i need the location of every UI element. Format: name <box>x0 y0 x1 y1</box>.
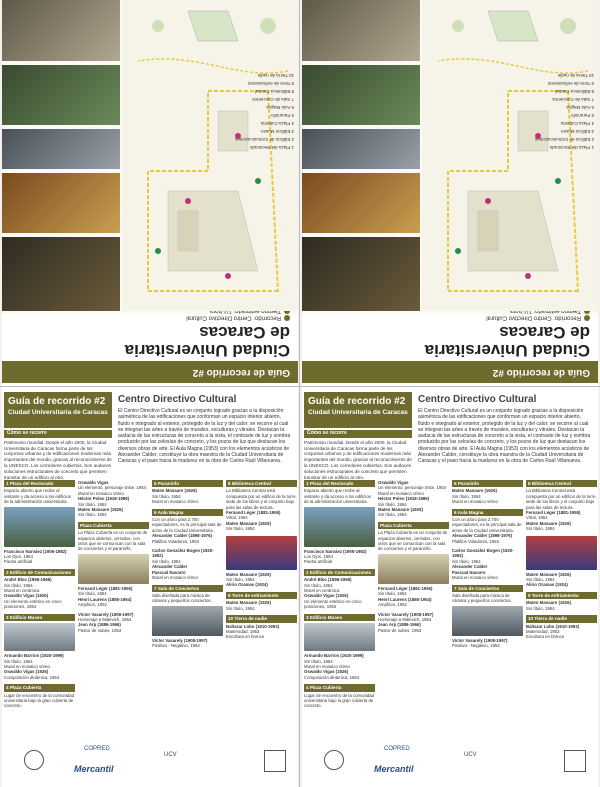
artist-name: Héctor Poleo (1918-1989) <box>378 496 430 502</box>
campus-map-svg <box>422 0 598 311</box>
map-stop: 1 Plaza del Rectorado <box>549 145 594 150</box>
guide-subtitle: Ciudad Universitaria de Caracas <box>308 409 408 416</box>
photo-plaza-cubierta-small <box>378 554 449 584</box>
entry-heading: Plaza Cubierta <box>78 522 149 529</box>
artist-name: Oswaldo Vigas (1926) <box>304 593 349 599</box>
cover-main-title <box>425 323 590 359</box>
work-title: Sin título, 1954 <box>378 591 407 597</box>
left-intro <box>304 430 412 480</box>
entry-heading: 4 Plaza Cubierta <box>304 684 375 691</box>
cover-title-band <box>2 315 298 385</box>
map-stop: 3 Edificio Museo <box>560 129 594 134</box>
artist-name: Baltazar Lobo (1910-1993) <box>226 623 280 629</box>
map-stop: 7 Sala de Conciertos <box>252 97 294 102</box>
guide-title: Guía de recorrido #2 <box>8 396 106 407</box>
map-stop: 10 Tierra de nadie <box>557 73 594 78</box>
artist-name: Alexander Calder (1898-1976) <box>452 533 512 539</box>
photo-corridor <box>302 129 420 169</box>
map-stop: 4 Plaza Cubierta <box>260 121 294 126</box>
artist-name: André Bloc (1896-1966) <box>304 577 352 583</box>
entry-heading: 8 Biblioteca Central <box>526 480 597 487</box>
map-stop: 2 Edificio de Comunicaciones <box>534 137 594 142</box>
cover-photo-column <box>2 0 120 311</box>
photo-aula-magna <box>302 237 420 311</box>
artist-name: Armando Barrios (1920-1999) <box>4 653 64 659</box>
artist-name: Mateo Manaure (1926) <box>452 488 497 494</box>
artist-name: Mateo Manaure (1926) <box>526 600 571 606</box>
entry <box>378 612 449 634</box>
artist-name: Alirio Oramas (1924) <box>226 582 268 588</box>
work-title: Amphion, 1952 <box>378 602 407 608</box>
work-title: Sin título, 1954 <box>226 526 255 532</box>
campus-map <box>122 0 298 311</box>
campus-map-svg <box>122 0 298 311</box>
photo-garden <box>2 65 120 125</box>
photo-sala-conciertos <box>152 606 223 636</box>
campus-map <box>422 0 598 311</box>
entry <box>152 548 223 580</box>
work-title: Homenaje a Malevich, 1954 <box>78 616 132 622</box>
entry-column-3 <box>452 480 523 732</box>
work-medium: Mural en mosaico vítreo <box>152 499 198 505</box>
artist-name: Víctor Vasarely (1908-1997) <box>452 637 508 643</box>
entry-heading: 1 Plaza del Rectorado <box>304 480 375 487</box>
cover-photo-column <box>302 0 420 311</box>
artist-name: Henri Laurens (1885-1954) <box>78 596 132 602</box>
map-stop: 5 Paraninfo <box>570 113 594 118</box>
work-medium: Mural en mosaico vítreo <box>304 663 350 669</box>
entry-heading: 1 Plaza del Rectorado <box>4 480 75 487</box>
copred-logo-text: COPRED <box>84 746 110 752</box>
work-title: Sin título, 1954 <box>226 605 255 611</box>
work-title: Un elemento estético en cinco posiciones, 1954 <box>4 598 62 610</box>
unesco-emblem-icon <box>564 750 586 772</box>
work-title: Sin título, 1954 <box>526 526 555 532</box>
entry-heading: 10 Tierra de nadie <box>226 615 297 622</box>
work-title: Sin título, 1954 <box>452 558 481 564</box>
entry <box>304 614 375 680</box>
work-title: Sin título, 1954 <box>304 582 333 588</box>
entry <box>152 480 223 505</box>
mercantil-logo <box>374 764 414 774</box>
ucv-logo-text: UCV <box>464 752 477 758</box>
entry-columns <box>4 480 296 732</box>
artist-name: Alexander Calder (1898-1976) <box>152 533 212 539</box>
entry <box>452 585 523 649</box>
artist-name: Francisco Narváez (1905-1982) <box>4 548 67 554</box>
ucv-seal-icon <box>24 750 44 770</box>
entry <box>526 592 597 611</box>
copred-logo <box>384 746 410 752</box>
photo-plaza-cubierta-small <box>78 554 149 584</box>
work-title: Homenaje a Malevich, 1954 <box>378 616 432 622</box>
work-title: Un elemento estético en cinco posiciones, 1954 <box>304 598 362 610</box>
entry <box>304 569 375 610</box>
artist-name: Víctor Vasarely (1908-1997) <box>78 611 134 617</box>
photo-plaza-rectorado <box>304 507 375 547</box>
entry-text: Con un aforo para 2.700 espectadores, es la principal sala de actos de la Ciudad Universitaria. <box>452 517 522 533</box>
entry <box>4 480 75 565</box>
work-title: Pastor de nubes, 1953 <box>78 627 122 633</box>
entry <box>226 480 297 532</box>
work-title: Sin título, 1954 <box>152 558 181 564</box>
route-dot-icon <box>284 315 290 321</box>
work-medium: Piedra artificial <box>4 559 33 565</box>
unesco-emblem-icon <box>264 750 286 772</box>
entry <box>226 536 297 588</box>
map-stop: 9 Torre de enfriamiento <box>247 81 294 86</box>
entry <box>152 509 223 544</box>
section-intro: El Centro Directivo Cultural es un conjunto logrado gracias a la disposición asimétrica de las edificaciones que conforman un espacio interior abierto, fluido e integrado al exterior, protegido de la luz y del calor; se recorre al cual se integran las artes a través de murales, esculturas y vitrales. Destacan la audacia de las estructuras de concreto a la vista, el contraste de luz y sombra producido por las celosías de concreto, y los pozos de luz que destacan los diversos obras de arte. El Aula Magna (1953) con los elementos acústicos de Alexander Calder, constituye la obra maestra de la Ciudad Universitaria de Caracas y el paso hacia la madurez en la obra de Carlos Raúl Villanueva. <box>418 408 591 465</box>
mercantil-logo-text: Mercantil <box>74 764 114 774</box>
entry-text: Sala diseñada para música de cámara y pequeños conciertos. <box>152 592 212 604</box>
artist-name: Pascual Navarro <box>452 569 486 575</box>
intro-kicker: Cómo se recorre <box>304 430 412 438</box>
work-title: Sin título, 1954 <box>378 501 407 507</box>
photo-building <box>302 0 420 61</box>
work-title: Sin título, 1954 <box>78 512 107 518</box>
artist-name: Fernand Léger (1881-1955) <box>378 585 433 591</box>
artist-name: Mateo Manaure (1926) <box>226 520 271 526</box>
cover-title-line2: de Caracas <box>199 323 290 342</box>
artist-name: Oswaldo Vigas <box>378 480 409 485</box>
horizontal-fold-line <box>0 386 600 387</box>
map-stop: 4 Plaza Cubierta <box>560 121 594 126</box>
section-intro: El Centro Directivo Cultural es un conjunto logrado gracias a la disposición asimétrica de las edificaciones que conforman un espacio interior abierto, fluido e integrado al exterior, protegido de la luz y del calor; se recorre al cual se integran las artes a través de murales, esculturas y vitrales. Destacan la audacia de las estructuras de concreto a la vista, el contraste de luz y sombra producido por las celosías de concreto, y los pozos de luz que destacan los diversos obras de arte. El Aula Magna (1953) con los elementos acústicos de Alexander Calder, constituye la obra maestra de la Ciudad Universitaria de Caracas y el paso hacia la madurez en la obra de Carlos Raúl Villanueva. <box>118 408 291 465</box>
entry-column-2 <box>78 480 149 732</box>
entry-column-1 <box>304 480 375 732</box>
entry <box>78 522 149 608</box>
work-medium: Escultura en bronce <box>226 634 265 640</box>
photo-edificio-museo <box>304 623 375 651</box>
copred-logo-text: COPRED <box>384 746 410 752</box>
work-title: Los Ojos, 1954 <box>304 554 333 560</box>
work-medium: Mural en mosaico vítreo <box>452 575 498 581</box>
photo-building <box>2 0 120 61</box>
artist-name: Henri Laurens (1885-1954) <box>378 596 432 602</box>
guide-side <box>302 388 598 787</box>
entry-heading: 6 Aula Magna <box>452 509 523 516</box>
map-stop: 8 Biblioteca Central <box>254 89 294 94</box>
work-medium: Mural en cerámica <box>4 588 40 594</box>
artist-name: Mateo Manaure (1926) <box>526 520 571 526</box>
work-title: Sin título, 1954 <box>4 658 33 664</box>
artist-name: Mateo Manaure (1926) <box>152 488 197 494</box>
work-title: Sin título, 1954 <box>378 512 407 518</box>
entry-heading: 9 Torre de enfriamiento <box>526 592 597 599</box>
work-title: Los Ojos, 1954 <box>4 554 33 560</box>
map-stop: 10 Tierra de nadie <box>257 73 294 78</box>
work-title: Platillos Voladores, 1953 <box>452 538 500 544</box>
entry-text: Espacio abierto que recibe al visitante y da acceso a los edificios de la administración universitaria. <box>4 488 71 505</box>
artist-name: Jean Arp (1886-1966) <box>78 622 121 628</box>
guide-panel-right <box>302 0 598 787</box>
map-stop: 8 Biblioteca Central <box>554 89 594 94</box>
artist-name: Mateo Manaure (1926) <box>378 507 423 513</box>
entry <box>4 569 75 610</box>
entry <box>526 480 597 532</box>
work-medium: Piedra artificial <box>304 559 333 565</box>
map-stop: 6 Aula Magna <box>266 105 294 110</box>
cover-band-title: Guía de recorrido #2 <box>2 361 298 383</box>
ucv-logo <box>464 752 477 758</box>
cover-title-line1: Ciudad Universitaria <box>424 341 590 360</box>
entry-heading: 4 Plaza Cubierta <box>4 684 75 691</box>
entry-columns <box>304 480 596 732</box>
entry-heading: 7 Sala de Conciertos <box>452 585 523 592</box>
work-medium: Mural en mosaico vítreo <box>152 575 198 581</box>
artist-name: Mateo Manaure (1926) <box>226 600 271 606</box>
artist-name: Oswaldo Vigas (1926) <box>4 669 49 675</box>
mercantil-logo-text: Mercantil <box>374 764 414 774</box>
map-stop: 5 Paraninfo <box>270 113 294 118</box>
cover-map-side <box>302 0 598 385</box>
entry-heading: 8 Biblioteca Central <box>226 480 297 487</box>
artist-name: Oswaldo Vigas (1926) <box>304 669 349 675</box>
section-title: Centro Directivo Cultural <box>118 394 237 405</box>
work-title: Un elemento, personaje triste, 1954 <box>78 485 147 491</box>
work-medium: Mural en mosaico vítreo <box>78 490 124 496</box>
work-title: Vitral, 1954 <box>526 515 548 521</box>
map-stop-list <box>524 71 594 151</box>
entry-text: La Plaza Cubierta es un conjunto de espacios abiertos, cerrados, con otros que se comunican con la sala de conciertos y el paraninfo. <box>378 530 448 552</box>
work-title: Positivo - Negativo, 1954 <box>452 643 500 649</box>
intro-kicker: Cómo se recorre <box>4 430 112 438</box>
rotated-cover <box>302 0 598 385</box>
artist-name: Héctor Poleo (1918-1989) <box>78 496 130 502</box>
entry <box>452 480 523 505</box>
entry <box>378 480 449 518</box>
center-fold-line <box>299 0 300 787</box>
artist-name: Alexander Calder <box>152 564 188 570</box>
artist-name: Alexander Calder <box>452 564 488 570</box>
entry-text: Lugar de encuentro de la comunidad universitaria bajo la gran cubierta de concreto. <box>304 692 374 709</box>
entry <box>304 684 375 709</box>
cover-title-band <box>302 315 598 385</box>
work-title: Maternidad, 1953 <box>526 628 560 634</box>
entry <box>4 684 75 709</box>
work-title: Un elemento, personaje triste, 1954 <box>378 485 447 491</box>
work-title: Sin título, 1954 <box>78 501 107 507</box>
entry <box>226 592 297 611</box>
work-title: Sin título, 1954 <box>78 591 107 597</box>
entry-heading: 6 Aula Magna <box>152 509 223 516</box>
artist-name: Mateo Manaure (1926) <box>78 507 123 513</box>
artist-name: Oswaldo Vigas <box>78 480 109 485</box>
work-title: Pastor de nubes, 1953 <box>378 627 422 633</box>
photo-sala-conciertos <box>452 606 523 636</box>
entry-heading: Plaza Cubierta <box>378 522 449 529</box>
guide-title: Guía de recorrido #2 <box>308 396 406 407</box>
artist-name: Baltazar Lobo (1910-1993) <box>526 623 580 629</box>
photo-corridor <box>2 129 120 169</box>
entry-heading: 3 Edificio Museo <box>304 614 375 621</box>
map-stop: 9 Torre de enfriamiento <box>547 81 594 86</box>
artist-name: Fernand Léger (1881-1955) <box>226 510 281 516</box>
entry <box>452 509 523 544</box>
artist-name: Mateo Manaure (1926) <box>226 571 271 577</box>
entry-text: Sala diseñada para música de cámara y pequeños conciertos. <box>452 592 512 604</box>
work-title: Sin título, 1954 <box>226 577 255 583</box>
work-medium: Mural en cerámica <box>304 588 340 594</box>
work-title: Sin título, 1954 <box>526 577 555 583</box>
photo-garden <box>302 65 420 125</box>
artist-name: Fernand Léger (1881-1955) <box>78 585 133 591</box>
mercantil-logo <box>74 764 114 774</box>
guide-panel-left <box>2 0 298 787</box>
work-title: Maternidad, 1953 <box>226 628 260 634</box>
work-title: Sin título, 1954 <box>4 582 33 588</box>
legend-route: Recorrido: Centro Directivo Cultural <box>186 314 281 321</box>
entry-heading: 2 Edificio de Comunicaciones <box>304 569 375 576</box>
work-medium: Escultura en bronce <box>526 634 565 640</box>
entry-heading: 10 Tierra de nadie <box>526 615 597 622</box>
entry <box>4 614 75 680</box>
work-title: Positivo - Negativo, 1954 <box>152 643 200 649</box>
artist-name: Jean Arp (1886-1966) <box>378 622 421 628</box>
work-title: Amphion, 1952 <box>78 602 107 608</box>
left-intro <box>4 430 112 480</box>
entry-column-2 <box>378 480 449 732</box>
work-medium: Mural en mosaico vítreo <box>378 490 424 496</box>
work-title: Sin título, 1954 <box>304 658 333 664</box>
left-intro-text: Patrimonio mundial. Desde el año 2000, la Ciudad Universitaria de Caracas forma parte de los conjuntos urbanos y de edificaciones modernas más importantes del mundo, gracias al reconocimiento de la UNESCO. Los corredores cubiertos. Son audaces soluciones estructurales de concreto que permiten transitar de un edificio al otro. <box>4 439 112 480</box>
guide-side <box>2 388 298 787</box>
photo-plaza-cubierta <box>302 173 420 233</box>
artist-name: André Bloc (1896-1966) <box>4 577 52 583</box>
work-medium: Mural en mosaico vítreo <box>4 663 50 669</box>
artist-name: Víctor Vasarely (1908-1997) <box>378 611 434 617</box>
artist-name: Víctor Vasarely (1908-1997) <box>152 637 208 643</box>
artist-name: Francisco Narváez (1905-1982) <box>304 548 367 554</box>
artist-name: Mateo Manaure (1926) <box>526 571 571 577</box>
entry <box>378 522 449 608</box>
entry-column-3 <box>152 480 223 732</box>
artist-name: Armando Barrios (1920-1999) <box>304 653 364 659</box>
entry <box>304 480 375 565</box>
ucv-logo-text: UCV <box>164 752 177 758</box>
map-stop-list <box>224 71 294 151</box>
cover-main-title <box>125 323 290 359</box>
entry <box>526 536 597 588</box>
cover-map-side <box>2 0 298 385</box>
sponsor-footer <box>304 738 596 784</box>
entry <box>78 612 149 634</box>
photo-edificio-museo <box>4 623 75 651</box>
entry-heading: 2 Edificio de Comunicaciones <box>4 569 75 576</box>
ucv-seal-icon <box>324 750 344 770</box>
cover-title-line2: de Caracas <box>499 323 590 342</box>
cover-title-line1: Ciudad Universitaria <box>124 341 290 360</box>
rotated-cover <box>2 0 298 385</box>
entry-column-4 <box>526 480 597 732</box>
entry-text: La Biblioteca Central está compuesta por un edificio de la torre, sede de los libros y el conjunto bajo para las salas de lectura. <box>226 488 297 510</box>
entry-column-1 <box>4 480 75 732</box>
entry-heading: 9 Torre de enfriamiento <box>226 592 297 599</box>
entry-text: Con un aforo para 2.700 espectadores, es la principal sala de actos de la Ciudad Universitaria. <box>152 517 222 533</box>
artist-name: Carlos González Bogen (1920-1992) <box>452 548 514 559</box>
map-stop: 2 Edificio de Comunicaciones <box>234 137 294 142</box>
work-title: Composición dinámica, 1954 <box>4 674 60 680</box>
work-title: Composición dinámica, 1954 <box>304 674 360 680</box>
left-intro-text: Patrimonio mundial. Desde el año 2000, la Ciudad Universitaria de Caracas forma parte de los conjuntos urbanos y de edificaciones modernas más importantes del mundo, gracias al reconocimiento de la UNESCO. Los corredores cubiertos. Son audaces soluciones estructurales de concreto que permiten transitar de un edificio al otro. <box>304 439 412 480</box>
artist-name: Pascual Navarro <box>152 569 186 575</box>
map-stop: 6 Aula Magna <box>566 105 594 110</box>
entry <box>452 548 523 580</box>
ucv-logo <box>164 752 177 758</box>
work-title: Platillos Voladores, 1953 <box>152 538 200 544</box>
entry-heading: 5 Paraninfo <box>152 480 223 487</box>
artist-name: Fernand Léger (1881-1955) <box>526 510 581 516</box>
guide-header <box>304 392 412 428</box>
photo-plaza-cubierta <box>2 173 120 233</box>
cover-band-title: Guía de recorrido #2 <box>302 361 598 383</box>
entry-heading: 5 Paraninfo <box>452 480 523 487</box>
work-title: Sin título, 1954 <box>452 493 481 499</box>
entry-text: La Plaza Cubierta es un conjunto de espacios abiertos, cerrados, con otros que se comunican con la sala de conciertos y el paraninfo. <box>78 530 148 552</box>
entry-text: Espacio abierto que recibe al visitante y da acceso a los edificios de la administración universitaria. <box>304 488 371 505</box>
entry-heading: 3 Edificio Museo <box>4 614 75 621</box>
entry-text: La Biblioteca Central está compuesta por un edificio de la torre, sede de los libros y el conjunto bajo para las salas de lectura. <box>526 488 597 510</box>
map-stop: 7 Sala de Conciertos <box>552 97 594 102</box>
entry-text: Lugar de encuentro de la comunidad universitaria bajo la gran cubierta de concreto. <box>4 692 74 709</box>
entry-heading: 7 Sala de Conciertos <box>152 585 223 592</box>
work-title: Sin título, 1954 <box>152 493 181 499</box>
photo-aula-magna <box>2 237 120 311</box>
entry <box>152 585 223 649</box>
map-stop: 1 Plaza del Rectorado <box>249 145 294 150</box>
work-title: Vitral, 1954 <box>226 515 248 521</box>
entry <box>78 480 149 518</box>
sponsor-footer <box>4 738 296 784</box>
legend-route: Recorrido: Centro Directivo Cultural <box>486 314 581 321</box>
guide-subtitle: Ciudad Universitaria de Caracas <box>8 409 108 416</box>
entry <box>526 615 597 640</box>
guide-header <box>4 392 112 428</box>
photo-biblioteca-vitral <box>226 536 297 570</box>
artist-name: Carlos González Bogen (1920-1992) <box>152 548 214 559</box>
map-stop: 3 Edificio Museo <box>260 129 294 134</box>
work-title: Sin título, 1954 <box>526 605 555 611</box>
route-dot-icon <box>584 315 590 321</box>
artist-name: Alirio Oramas (1924) <box>526 582 568 588</box>
photo-biblioteca-vitral <box>526 536 597 570</box>
entry <box>226 615 297 640</box>
copred-logo <box>84 746 110 752</box>
work-medium: Mural en mosaico vítreo <box>452 499 498 505</box>
section-title: Centro Directivo Cultural <box>418 394 537 405</box>
artist-name: Oswaldo Vigas (1926) <box>4 593 49 599</box>
entry-column-4 <box>226 480 297 732</box>
photo-plaza-rectorado <box>4 507 75 547</box>
